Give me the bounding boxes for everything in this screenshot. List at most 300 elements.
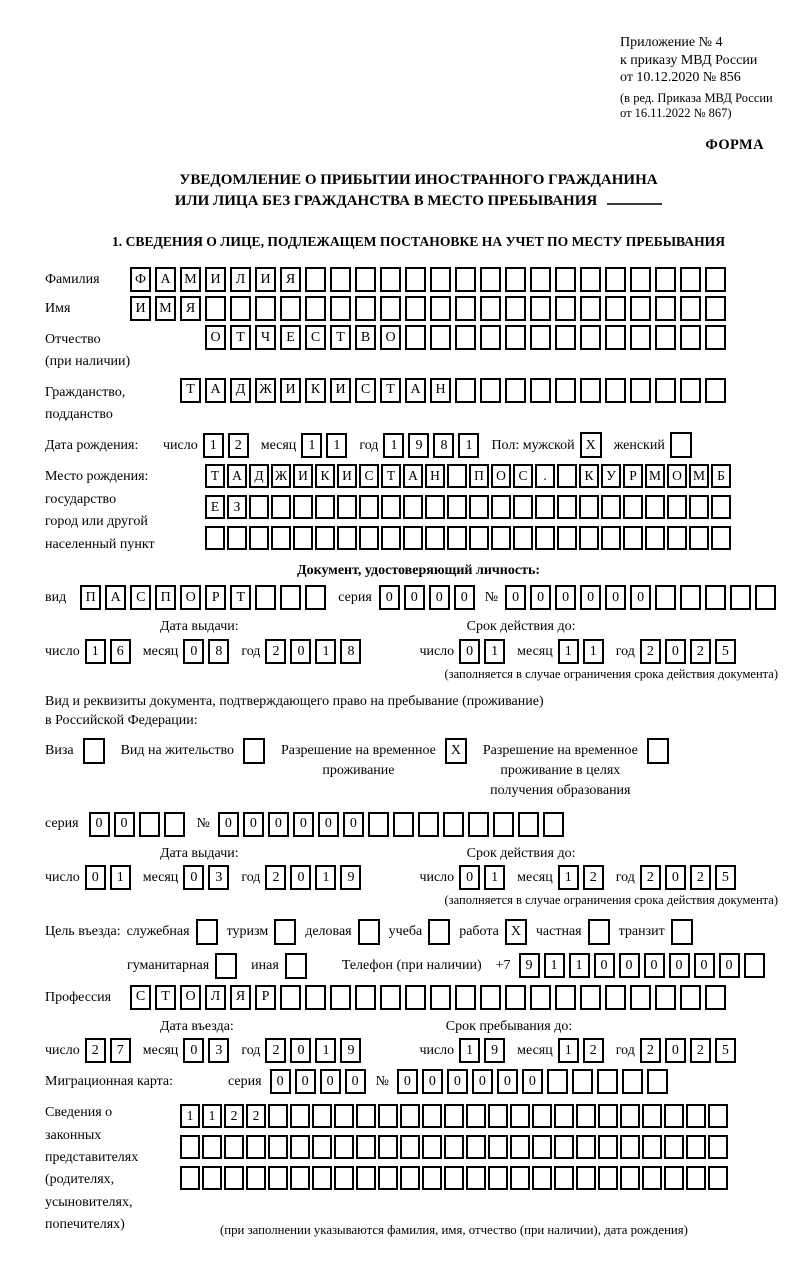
char-cell[interactable] [510, 1135, 530, 1159]
char-cell[interactable] [305, 585, 326, 610]
char-cell[interactable] [355, 296, 376, 321]
char-cell[interactable]: 0 [85, 865, 106, 890]
char-cell[interactable]: Т [380, 378, 401, 403]
char-cell[interactable] [305, 267, 326, 292]
female-checkbox[interactable] [670, 432, 692, 458]
char-cell[interactable]: 2 [246, 1104, 266, 1128]
char-cell[interactable]: 1 [301, 433, 322, 458]
char-cell[interactable] [380, 985, 401, 1010]
char-cell[interactable]: П [80, 585, 101, 610]
char-cell[interactable] [334, 1166, 354, 1190]
char-cell[interactable]: 2 [690, 1038, 711, 1063]
char-cell[interactable]: П [155, 585, 176, 610]
until-day-cells[interactable] [459, 1038, 505, 1063]
char-cell[interactable] [290, 1166, 310, 1190]
char-cell[interactable] [305, 296, 326, 321]
char-cell[interactable] [642, 1104, 662, 1128]
char-cell[interactable] [532, 1135, 552, 1159]
birth-place-cells-2[interactable] [205, 495, 731, 519]
char-cell[interactable] [532, 1104, 552, 1128]
char-cell[interactable] [620, 1135, 640, 1159]
char-cell[interactable] [557, 526, 577, 550]
char-cell[interactable] [555, 325, 576, 350]
char-cell[interactable]: Т [155, 985, 176, 1010]
char-cell[interactable] [630, 985, 651, 1010]
char-cell[interactable] [655, 585, 676, 610]
char-cell[interactable] [513, 526, 533, 550]
char-cell[interactable] [455, 325, 476, 350]
birth-place-cells-1[interactable] [205, 464, 731, 488]
char-cell[interactable]: 5 [715, 1038, 736, 1063]
char-cell[interactable] [642, 1166, 662, 1190]
char-cell[interactable]: 0 [343, 812, 364, 837]
char-cell[interactable] [447, 526, 467, 550]
char-cell[interactable] [405, 985, 426, 1010]
char-cell[interactable] [405, 296, 426, 321]
male-checkbox[interactable]: X [580, 432, 602, 458]
residence-issue-month-cells[interactable] [183, 865, 229, 890]
char-cell[interactable] [605, 378, 626, 403]
char-cell[interactable] [664, 1104, 684, 1128]
char-cell[interactable] [579, 495, 599, 519]
profession-cells[interactable] [130, 985, 726, 1010]
char-cell[interactable] [598, 1166, 618, 1190]
char-cell[interactable] [290, 1104, 310, 1128]
char-cell[interactable] [224, 1135, 244, 1159]
char-cell[interactable] [444, 1104, 464, 1128]
char-cell[interactable]: 1 [315, 1038, 336, 1063]
char-cell[interactable]: 0 [293, 812, 314, 837]
char-cell[interactable]: 0 [183, 1038, 204, 1063]
char-cell[interactable] [393, 812, 414, 837]
purpose-transit-checkbox[interactable] [671, 919, 693, 945]
char-cell[interactable]: А [205, 378, 226, 403]
char-cell[interactable]: 6 [110, 639, 131, 664]
identity-issue-year-cells[interactable] [265, 639, 361, 664]
char-cell[interactable] [425, 495, 445, 519]
residence-expiry-year-cells[interactable] [640, 865, 736, 890]
char-cell[interactable]: Д [230, 378, 251, 403]
char-cell[interactable] [400, 1135, 420, 1159]
char-cell[interactable] [268, 1104, 288, 1128]
purpose-work-checkbox[interactable]: X [505, 919, 527, 945]
char-cell[interactable]: 2 [228, 433, 249, 458]
char-cell[interactable] [356, 1135, 376, 1159]
char-cell[interactable] [630, 325, 651, 350]
char-cell[interactable] [572, 1069, 593, 1094]
char-cell[interactable]: 0 [183, 639, 204, 664]
char-cell[interactable]: В [355, 325, 376, 350]
char-cell[interactable] [356, 1166, 376, 1190]
char-cell[interactable]: 0 [114, 812, 135, 837]
char-cell[interactable]: 8 [433, 433, 454, 458]
char-cell[interactable] [202, 1166, 222, 1190]
char-cell[interactable] [280, 296, 301, 321]
char-cell[interactable]: И [337, 464, 357, 488]
char-cell[interactable] [368, 812, 389, 837]
char-cell[interactable]: С [355, 378, 376, 403]
purpose-business-checkbox[interactable] [358, 919, 380, 945]
char-cell[interactable]: И [330, 378, 351, 403]
char-cell[interactable]: 0 [605, 585, 626, 610]
char-cell[interactable] [576, 1166, 596, 1190]
char-cell[interactable]: 0 [630, 585, 651, 610]
char-cell[interactable]: Р [623, 464, 643, 488]
char-cell[interactable] [405, 267, 426, 292]
char-cell[interactable] [444, 1166, 464, 1190]
education-residence-checkbox[interactable] [647, 738, 669, 764]
char-cell[interactable] [455, 985, 476, 1010]
char-cell[interactable] [645, 495, 665, 519]
char-cell[interactable] [680, 985, 701, 1010]
char-cell[interactable] [680, 296, 701, 321]
char-cell[interactable] [330, 985, 351, 1010]
char-cell[interactable]: Т [230, 585, 251, 610]
char-cell[interactable]: Т [205, 464, 225, 488]
char-cell[interactable] [315, 526, 335, 550]
char-cell[interactable]: 2 [583, 1038, 604, 1063]
char-cell[interactable]: С [359, 464, 379, 488]
char-cell[interactable]: 1 [458, 433, 479, 458]
char-cell[interactable] [403, 526, 423, 550]
char-cell[interactable] [667, 495, 687, 519]
char-cell[interactable]: 1 [484, 639, 505, 664]
char-cell[interactable] [580, 267, 601, 292]
char-cell[interactable] [530, 325, 551, 350]
char-cell[interactable] [547, 1069, 568, 1094]
entry-day-cells[interactable] [85, 1038, 131, 1063]
char-cell[interactable]: Ч [255, 325, 276, 350]
char-cell[interactable] [554, 1135, 574, 1159]
char-cell[interactable]: Ж [255, 378, 276, 403]
char-cell[interactable]: Л [205, 985, 226, 1010]
char-cell[interactable] [400, 1166, 420, 1190]
char-cell[interactable] [708, 1104, 728, 1128]
char-cell[interactable] [480, 267, 501, 292]
char-cell[interactable]: 0 [270, 1069, 291, 1094]
char-cell[interactable] [530, 378, 551, 403]
char-cell[interactable] [555, 296, 576, 321]
char-cell[interactable] [680, 325, 701, 350]
char-cell[interactable] [505, 267, 526, 292]
char-cell[interactable] [647, 1069, 668, 1094]
char-cell[interactable] [205, 296, 226, 321]
char-cell[interactable]: 0 [665, 865, 686, 890]
char-cell[interactable]: О [180, 985, 201, 1010]
char-cell[interactable]: 0 [290, 1038, 311, 1063]
char-cell[interactable]: Р [255, 985, 276, 1010]
char-cell[interactable] [444, 1135, 464, 1159]
char-cell[interactable] [530, 267, 551, 292]
char-cell[interactable]: 0 [669, 953, 690, 978]
char-cell[interactable]: 1 [203, 433, 224, 458]
char-cell[interactable]: О [180, 585, 201, 610]
char-cell[interactable]: 0 [719, 953, 740, 978]
char-cell[interactable]: А [405, 378, 426, 403]
char-cell[interactable]: М [645, 464, 665, 488]
char-cell[interactable]: 9 [408, 433, 429, 458]
char-cell[interactable] [488, 1135, 508, 1159]
char-cell[interactable] [418, 812, 439, 837]
char-cell[interactable]: А [227, 464, 247, 488]
char-cell[interactable]: К [579, 464, 599, 488]
char-cell[interactable]: 0 [429, 585, 450, 610]
char-cell[interactable] [689, 495, 709, 519]
char-cell[interactable] [430, 296, 451, 321]
entry-month-cells[interactable] [183, 1038, 229, 1063]
char-cell[interactable]: 2 [224, 1104, 244, 1128]
char-cell[interactable] [466, 1135, 486, 1159]
char-cell[interactable] [381, 495, 401, 519]
char-cell[interactable] [601, 526, 621, 550]
char-cell[interactable]: 0 [665, 1038, 686, 1063]
char-cell[interactable] [557, 464, 577, 488]
char-cell[interactable] [598, 1135, 618, 1159]
char-cell[interactable]: 0 [290, 865, 311, 890]
char-cell[interactable] [337, 526, 357, 550]
char-cell[interactable]: 0 [397, 1069, 418, 1094]
char-cell[interactable] [535, 495, 555, 519]
purpose-other-checkbox[interactable] [285, 953, 307, 979]
char-cell[interactable]: 0 [447, 1069, 468, 1094]
char-cell[interactable]: Т [381, 464, 401, 488]
char-cell[interactable]: Н [425, 464, 445, 488]
char-cell[interactable] [755, 585, 776, 610]
char-cell[interactable] [505, 296, 526, 321]
char-cell[interactable]: 2 [265, 1038, 286, 1063]
char-cell[interactable]: 7 [110, 1038, 131, 1063]
char-cell[interactable]: 0 [422, 1069, 443, 1094]
char-cell[interactable]: 1 [383, 433, 404, 458]
char-cell[interactable] [655, 296, 676, 321]
char-cell[interactable] [535, 526, 555, 550]
char-cell[interactable] [642, 1135, 662, 1159]
char-cell[interactable] [293, 526, 313, 550]
identity-issue-month-cells[interactable] [183, 639, 229, 664]
char-cell[interactable]: З [227, 495, 247, 519]
char-cell[interactable] [623, 495, 643, 519]
char-cell[interactable] [355, 985, 376, 1010]
char-cell[interactable] [605, 985, 626, 1010]
char-cell[interactable] [493, 812, 514, 837]
char-cell[interactable]: О [380, 325, 401, 350]
char-cell[interactable]: Т [180, 378, 201, 403]
char-cell[interactable]: Я [280, 267, 301, 292]
char-cell[interactable] [268, 1135, 288, 1159]
char-cell[interactable]: 8 [340, 639, 361, 664]
char-cell[interactable] [576, 1104, 596, 1128]
char-cell[interactable] [579, 526, 599, 550]
doc-number-cells[interactable] [505, 585, 776, 610]
char-cell[interactable]: 1 [315, 865, 336, 890]
char-cell[interactable]: 1 [326, 433, 347, 458]
char-cell[interactable] [271, 495, 291, 519]
char-cell[interactable] [430, 325, 451, 350]
char-cell[interactable] [378, 1166, 398, 1190]
char-cell[interactable]: 1 [85, 639, 106, 664]
char-cell[interactable] [480, 985, 501, 1010]
char-cell[interactable]: 1 [459, 1038, 480, 1063]
char-cell[interactable] [645, 526, 665, 550]
char-cell[interactable] [280, 985, 301, 1010]
char-cell[interactable]: О [667, 464, 687, 488]
char-cell[interactable]: М [180, 267, 201, 292]
char-cell[interactable]: 2 [265, 865, 286, 890]
char-cell[interactable] [430, 267, 451, 292]
char-cell[interactable] [224, 1166, 244, 1190]
char-cell[interactable] [400, 1104, 420, 1128]
char-cell[interactable] [443, 812, 464, 837]
representatives-cells-3[interactable] [180, 1166, 728, 1190]
char-cell[interactable]: 2 [640, 865, 661, 890]
char-cell[interactable] [180, 1135, 200, 1159]
char-cell[interactable] [576, 1135, 596, 1159]
char-cell[interactable]: 1 [110, 865, 131, 890]
char-cell[interactable] [557, 495, 577, 519]
char-cell[interactable] [356, 1104, 376, 1128]
char-cell[interactable]: И [255, 267, 276, 292]
char-cell[interactable]: 0 [379, 585, 400, 610]
char-cell[interactable] [510, 1104, 530, 1128]
doc-series-cells[interactable] [379, 585, 475, 610]
char-cell[interactable]: 0 [243, 812, 264, 837]
char-cell[interactable]: 0 [694, 953, 715, 978]
char-cell[interactable] [705, 267, 726, 292]
char-cell[interactable]: И [130, 296, 151, 321]
identity-issue-day-cells[interactable] [85, 639, 131, 664]
residence-issue-day-cells[interactable] [85, 865, 131, 890]
char-cell[interactable] [491, 526, 511, 550]
purpose-study-checkbox[interactable] [428, 919, 450, 945]
char-cell[interactable]: 1 [180, 1104, 200, 1128]
entry-year-cells[interactable] [265, 1038, 361, 1063]
char-cell[interactable] [680, 267, 701, 292]
char-cell[interactable] [655, 267, 676, 292]
char-cell[interactable] [630, 296, 651, 321]
char-cell[interactable]: 0 [295, 1069, 316, 1094]
char-cell[interactable] [505, 985, 526, 1010]
char-cell[interactable] [447, 495, 467, 519]
temporary-residence-checkbox[interactable]: X [445, 738, 467, 764]
char-cell[interactable] [630, 378, 651, 403]
char-cell[interactable] [334, 1135, 354, 1159]
char-cell[interactable]: 9 [340, 1038, 361, 1063]
phone-cells[interactable] [519, 953, 765, 978]
char-cell[interactable] [180, 1166, 200, 1190]
char-cell[interactable]: 0 [497, 1069, 518, 1094]
char-cell[interactable] [532, 1166, 552, 1190]
identity-expiry-month-cells[interactable] [558, 639, 604, 664]
char-cell[interactable]: П [469, 464, 489, 488]
char-cell[interactable]: 3 [208, 1038, 229, 1063]
char-cell[interactable]: 2 [85, 1038, 106, 1063]
char-cell[interactable] [680, 378, 701, 403]
char-cell[interactable]: Т [230, 325, 251, 350]
char-cell[interactable]: А [155, 267, 176, 292]
char-cell[interactable] [380, 267, 401, 292]
char-cell[interactable] [705, 985, 726, 1010]
char-cell[interactable]: 1 [315, 639, 336, 664]
char-cell[interactable] [705, 585, 726, 610]
purpose-official-checkbox[interactable] [196, 919, 218, 945]
char-cell[interactable] [230, 296, 251, 321]
char-cell[interactable]: 2 [690, 639, 711, 664]
char-cell[interactable] [355, 267, 376, 292]
char-cell[interactable]: О [491, 464, 511, 488]
char-cell[interactable] [555, 378, 576, 403]
birth-month-cells[interactable] [301, 433, 347, 458]
char-cell[interactable] [381, 526, 401, 550]
char-cell[interactable] [330, 296, 351, 321]
char-cell[interactable]: . [535, 464, 555, 488]
char-cell[interactable]: Р [205, 585, 226, 610]
char-cell[interactable]: 0 [218, 812, 239, 837]
char-cell[interactable] [164, 812, 185, 837]
char-cell[interactable]: 0 [318, 812, 339, 837]
char-cell[interactable] [246, 1135, 266, 1159]
char-cell[interactable]: 3 [208, 865, 229, 890]
char-cell[interactable] [205, 526, 225, 550]
char-cell[interactable] [202, 1135, 222, 1159]
char-cell[interactable] [505, 325, 526, 350]
char-cell[interactable] [488, 1104, 508, 1128]
char-cell[interactable]: И [280, 378, 301, 403]
char-cell[interactable] [686, 1104, 706, 1128]
char-cell[interactable] [330, 267, 351, 292]
char-cell[interactable]: 2 [265, 639, 286, 664]
char-cell[interactable]: И [293, 464, 313, 488]
char-cell[interactable] [430, 985, 451, 1010]
char-cell[interactable] [378, 1135, 398, 1159]
char-cell[interactable]: И [205, 267, 226, 292]
char-cell[interactable] [530, 296, 551, 321]
char-cell[interactable] [664, 1135, 684, 1159]
char-cell[interactable] [730, 585, 751, 610]
char-cell[interactable] [249, 495, 269, 519]
purpose-tourism-checkbox[interactable] [274, 919, 296, 945]
char-cell[interactable]: 1 [569, 953, 590, 978]
char-cell[interactable] [705, 378, 726, 403]
char-cell[interactable] [466, 1166, 486, 1190]
char-cell[interactable] [293, 495, 313, 519]
char-cell[interactable] [359, 495, 379, 519]
char-cell[interactable] [664, 1166, 684, 1190]
char-cell[interactable] [505, 378, 526, 403]
char-cell[interactable]: 0 [619, 953, 640, 978]
char-cell[interactable]: Ж [271, 464, 291, 488]
char-cell[interactable] [312, 1135, 332, 1159]
char-cell[interactable] [447, 464, 467, 488]
char-cell[interactable]: 0 [665, 639, 686, 664]
surname-cells[interactable] [130, 267, 726, 292]
char-cell[interactable]: 0 [183, 865, 204, 890]
until-year-cells[interactable] [640, 1038, 736, 1063]
char-cell[interactable]: 1 [558, 639, 579, 664]
char-cell[interactable] [655, 325, 676, 350]
char-cell[interactable] [555, 985, 576, 1010]
char-cell[interactable] [403, 495, 423, 519]
char-cell[interactable] [580, 985, 601, 1010]
char-cell[interactable] [290, 1135, 310, 1159]
char-cell[interactable] [491, 495, 511, 519]
migration-series-cells[interactable] [270, 1069, 366, 1094]
char-cell[interactable] [139, 812, 160, 837]
char-cell[interactable]: 9 [340, 865, 361, 890]
char-cell[interactable]: 0 [522, 1069, 543, 1094]
migration-number-cells[interactable] [397, 1069, 668, 1094]
char-cell[interactable] [622, 1069, 643, 1094]
birth-place-cells-3[interactable] [205, 526, 731, 550]
